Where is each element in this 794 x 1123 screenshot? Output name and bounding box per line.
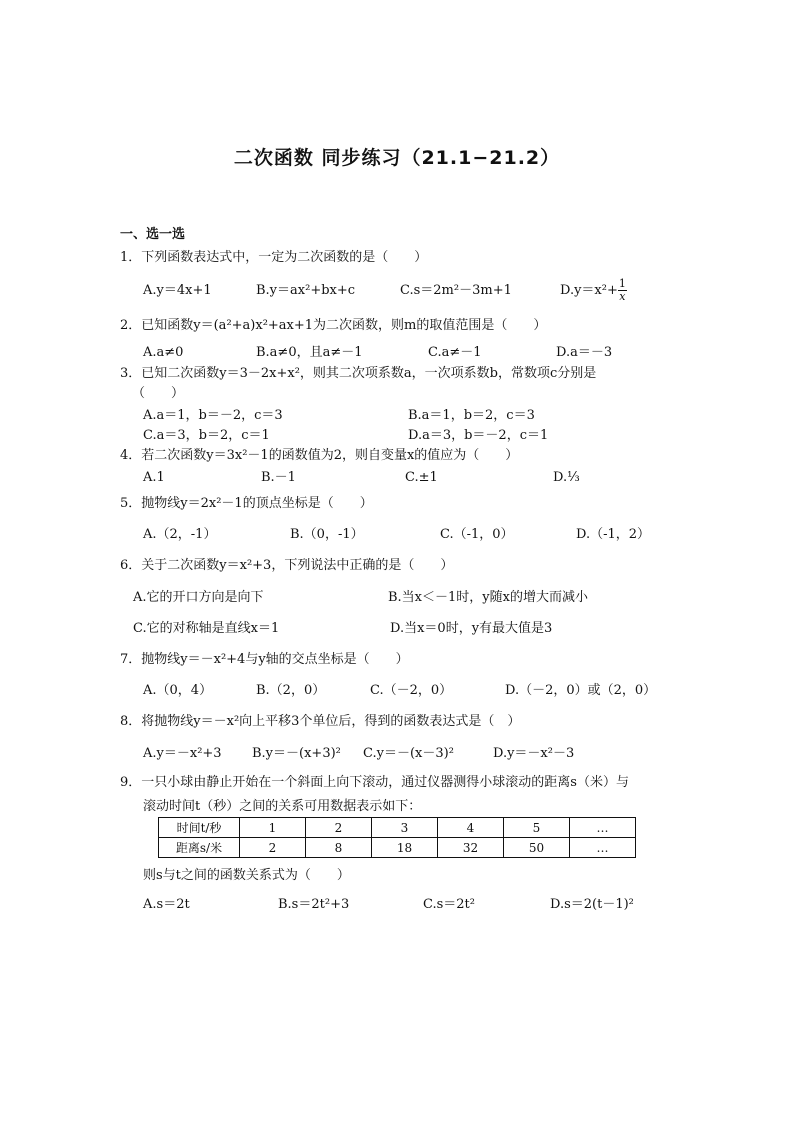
data-table xyxy=(158,817,636,858)
table-cell: 1 xyxy=(240,818,306,838)
q8-option-d: D.y＝－x²－3 xyxy=(493,746,575,761)
q4-option-c: C.±1 xyxy=(405,470,438,485)
q7-option-d: D.（－2，0）或（2，0） xyxy=(505,683,657,698)
question-3-stem: 3．已知二次函数y＝3－2x+x²，则其二次项系数a，一次项系数b，常数项c分别是 xyxy=(120,366,597,381)
q8-option-b: B.y＝－(x+3)² xyxy=(252,746,341,761)
question-5-stem: 5．抛物线y＝2x²－1的顶点坐标是（ ） xyxy=(120,496,373,511)
question-8-stem: 8．将抛物线y＝－x²向上平移3个单位后，得到的函数表达式是（ ） xyxy=(120,714,521,729)
q9-option-c: C.s＝2t² xyxy=(423,897,475,912)
table-cell: 3 xyxy=(372,818,438,838)
table-cell: 2 xyxy=(240,838,306,858)
q3-option-d: D.a＝3，b＝－2，c＝1 xyxy=(408,428,549,443)
q1-option-d xyxy=(560,272,627,310)
page-title: 二次函数 同步练习（21.1−21.2） xyxy=(233,147,561,169)
question-7-stem: 7．抛物线y＝－x²+4与y轴的交点坐标是（ ） xyxy=(120,652,409,667)
q1-option-d-text: D.y＝x²+ xyxy=(560,283,618,298)
q1-option-b: B.y＝ax²+bx+c xyxy=(256,283,356,298)
q4-option-b: B.－1 xyxy=(261,470,296,485)
table-cell: 5 xyxy=(504,818,570,838)
table-cell: 50 xyxy=(504,838,570,858)
q5-option-b: B.（0，-1） xyxy=(290,527,364,542)
table-cell: … xyxy=(570,838,636,858)
question-2-stem: 2．已知函数y＝(a²+a)x²+ax+1为二次函数，则m的取值范围是（ ） xyxy=(120,318,547,333)
q1-option-a: A.y＝4x+1 xyxy=(143,283,212,298)
table-cell: 2 xyxy=(306,818,372,838)
q7-option-a: A.（0，4） xyxy=(143,683,213,698)
q6-option-a: A.它的开口方向是向下 xyxy=(133,590,264,605)
question-3-stem-cont: （ ） xyxy=(132,386,185,401)
section-heading: 一、选一选 xyxy=(120,227,186,242)
q4-option-d: D.⅓ xyxy=(553,470,580,485)
q2-option-d: D.a＝－3 xyxy=(556,345,613,360)
fraction xyxy=(618,278,627,303)
question-9-stem-cont: 滚动时间t（秒）之间的关系可用数据表示如下： xyxy=(143,799,422,814)
q6-option-c: C.它的对称轴是直线x＝1 xyxy=(133,621,280,636)
q3-option-c: C.a＝3，b＝2，c＝1 xyxy=(143,428,270,443)
q3-option-a: A.a＝1，b＝－2，c＝3 xyxy=(143,408,283,423)
q9-option-a: A.s＝2t xyxy=(143,897,190,912)
question-9-prompt: 则s与t之间的函数关系式为（ ） xyxy=(143,868,350,883)
table-cell: 距离s/米 xyxy=(159,838,240,858)
q2-option-a: A.a≠0 xyxy=(143,345,184,360)
fraction-numerator: 1 xyxy=(618,277,626,290)
table-row xyxy=(159,818,636,838)
table-cell: 4 xyxy=(438,818,504,838)
q5-option-c: C.（-1，0） xyxy=(440,527,514,542)
table-cell: 32 xyxy=(438,838,504,858)
q2-option-b: B.a≠0，且a≠－1 xyxy=(256,345,363,360)
q3-option-b: B.a＝1，b＝2，c＝3 xyxy=(408,408,535,423)
table-cell: … xyxy=(570,818,636,838)
q8-option-a: A.y＝－x²+3 xyxy=(143,746,222,761)
q8-option-c: C.y＝－(x－3)² xyxy=(363,746,454,761)
table-cell: 8 xyxy=(306,838,372,858)
question-6-stem: 6．关于二次函数y＝x²+3，下列说法中正确的是（ ） xyxy=(120,558,454,573)
table-row xyxy=(159,838,636,858)
q6-option-d: D.当x＝0时，y有最大值是3 xyxy=(390,621,553,636)
q4-option-a: A.1 xyxy=(143,470,165,485)
q1-option-c: C.s＝2m²－3m+1 xyxy=(400,283,512,298)
q9-option-d: D.s＝2(t－1)² xyxy=(550,897,634,912)
table-cell: 18 xyxy=(372,838,438,858)
q5-option-d: D.（-1，2） xyxy=(576,527,651,542)
q9-option-b: B.s＝2t²+3 xyxy=(278,897,350,912)
table-cell: 时间t/秒 xyxy=(159,818,240,838)
question-1-stem: 1．下列函数表达式中，一定为二次函数的是（ ） xyxy=(120,250,428,265)
q7-option-b: B.（2，0） xyxy=(256,683,326,698)
q7-option-c: C.（－2，0） xyxy=(370,683,453,698)
fraction-denominator: x xyxy=(619,290,626,303)
q6-option-b: B.当x＜－1时，y随x的增大而减小 xyxy=(388,590,588,605)
question-4-stem: 4．若二次函数y＝3x²－1的函数值为2，则自变量x的值应为（ ） xyxy=(120,448,519,463)
q2-option-c: C.a≠－1 xyxy=(428,345,482,360)
q5-option-a: A.（2，-1） xyxy=(143,527,217,542)
question-9-stem: 9．一只小球由静止开始在一个斜面上向下滚动，通过仪器测得小球滚动的距离s（米）与 xyxy=(120,775,629,790)
